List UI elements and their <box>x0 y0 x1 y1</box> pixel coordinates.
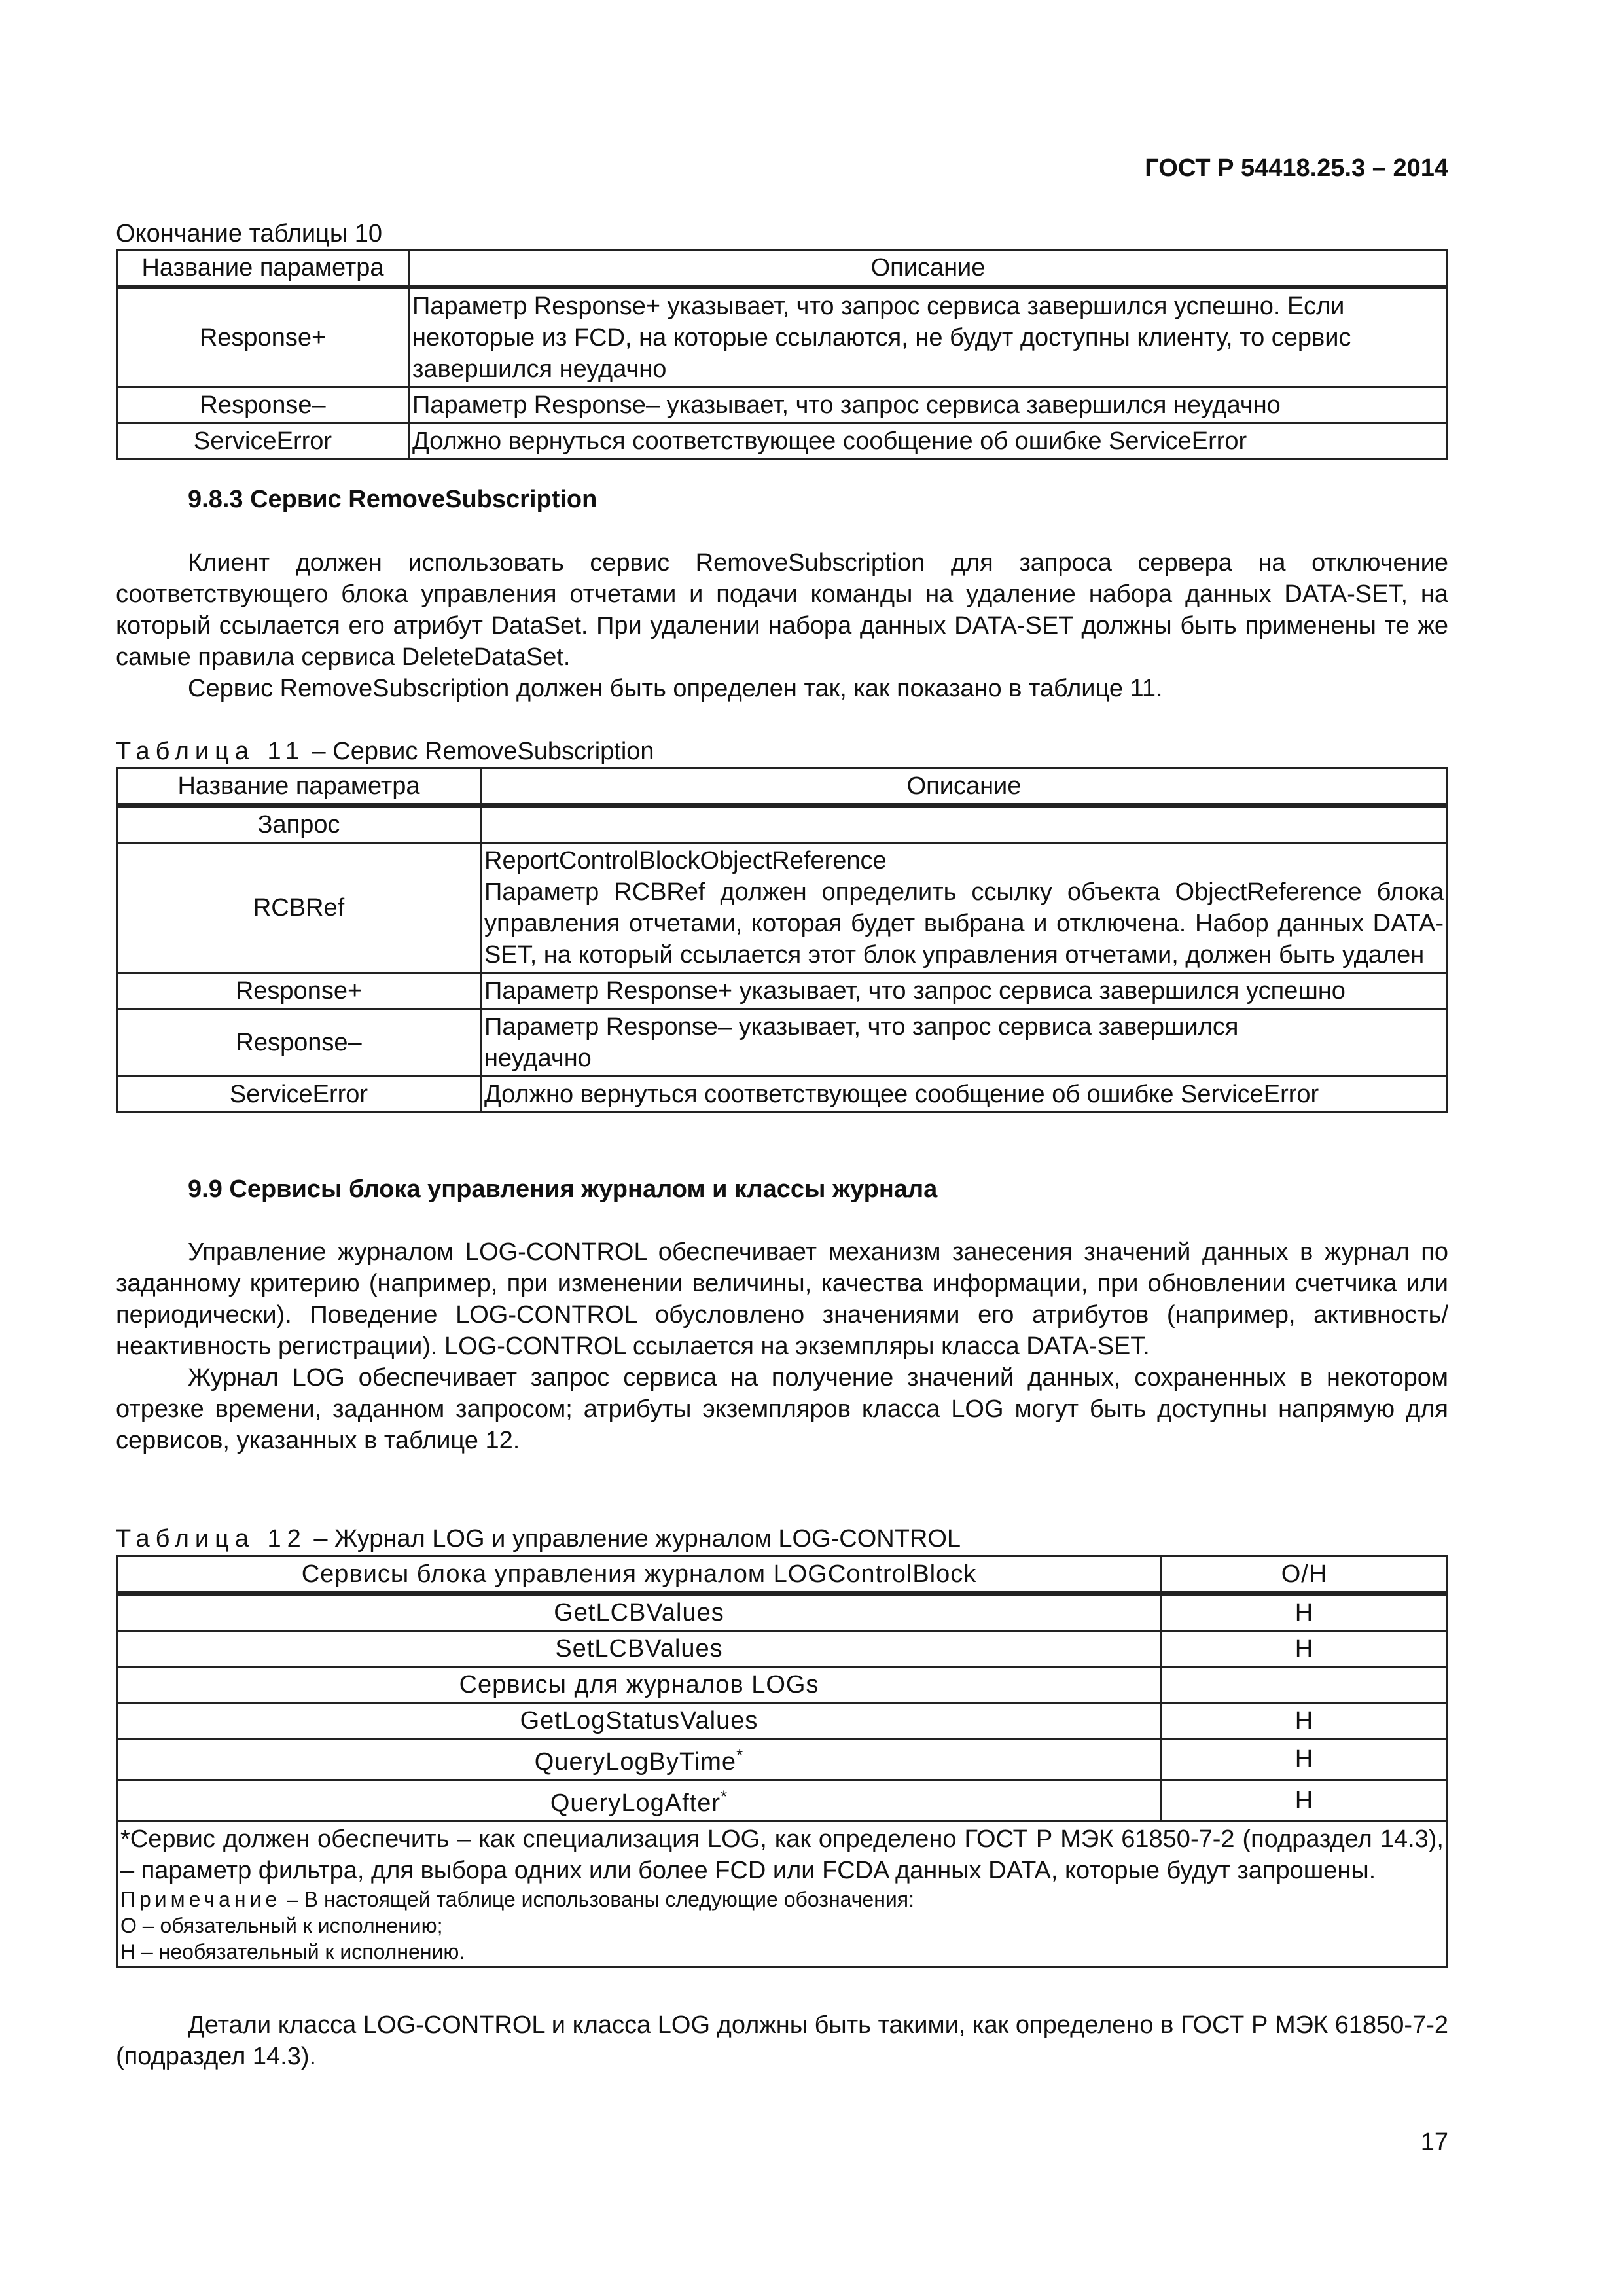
table10-caption: Окончание таблицы 10 <box>116 220 383 247</box>
table10-header-name: Название параметра <box>117 250 409 287</box>
service-requirement: Н <box>1162 1594 1448 1631</box>
closing-text <box>116 2009 1448 2072</box>
table12-caption <box>116 1525 961 1553</box>
table-row <box>117 387 1448 423</box>
service-name: QueryLogByTime <box>534 1748 737 1776</box>
paragraph: Клиент должен использовать сервис RemoveSubscription для запроса сервера на отключение соответствующего блока управления отчетами и подачи команды на удаление набора данных DATA-SET, на который ссылается его атрибут DataSet. При удалении набора данных DATA-SET должны быть применены те же самые правила сервиса DeleteDataSet. <box>116 549 1448 671</box>
table-footnote-row <box>117 1821 1448 1967</box>
table-row <box>117 1667 1448 1703</box>
table-row <box>117 843 1448 973</box>
note-item: Н – необязательный к исполнению. <box>120 1940 465 1964</box>
table11-header-description: Описание <box>481 768 1448 806</box>
param-name: ServiceError <box>117 423 409 459</box>
table-row <box>117 1631 1448 1667</box>
table-row <box>117 1739 1448 1780</box>
service-name: GetLCBValues <box>117 1594 1162 1631</box>
param-description: Должно вернуться соответствующее сообщение об ошибке ServiceError <box>481 1077 1448 1113</box>
service-name-cell <box>117 1780 1162 1821</box>
table-row <box>117 1703 1448 1739</box>
param-description: Должно вернуться соответствующее сообщение об ошибке ServiceError <box>409 423 1448 459</box>
table10-header-description: Описание <box>409 250 1448 287</box>
paragraph: Сервис RemoveSubscription должен быть определен так, как показано в таблице 11. <box>188 675 1163 702</box>
table11-header-name: Название параметра <box>117 768 481 806</box>
table-row <box>117 423 1448 459</box>
service-requirement: Н <box>1162 1780 1448 1821</box>
table-row <box>117 1780 1448 1821</box>
table11-caption-prefix: Таблица 11 <box>116 738 305 765</box>
paragraph: Управление журналом LOG-CONTROL обеспечивает механизм занесения значений данных в журнал по заданному критерию (например, при изменении величины, качества информации, при обновлении счетчика или периодически). Поведение LOG-CONTROL обусловлено значениями его атрибутов (например, активность/неактивность регистрации). LOG-CONTROL ссылается на экземпляры класса DATA-SET. <box>116 1238 1448 1360</box>
param-name: ServiceError <box>117 1077 481 1113</box>
table-row <box>117 1077 1448 1113</box>
service-name: GetLogStatusValues <box>117 1703 1162 1739</box>
paragraph: Детали класса LOG-CONTROL и класса LOG должны быть такими, как определено в ГОСТ Р МЭК 61850-7-2 (подраздел 14.3). <box>116 2011 1448 2070</box>
param-explanation: Параметр RCBRef должен определить ссылку объекта ObjectReference блока управления отчетами, которая будет выбрана и отключена. Набор данных DATA-SET, на который ссылается этот блок управления отчетами, должен быть удален <box>484 878 1444 969</box>
service-group-name: Сервисы для журналов LOGs <box>117 1667 1162 1703</box>
param-description: Параметр Response+ указывает, что запрос сервиса завершился успешно. Если некоторые из FCD, на которые ссылаются, не будут доступны клиенту, то сервис завершился неудачно <box>409 287 1448 387</box>
param-name: Response+ <box>117 973 481 1009</box>
note-item: О – обязательный к исполнению; <box>120 1914 443 1937</box>
document-designation: ГОСТ Р 54418.25.3 – 2014 <box>1145 154 1448 182</box>
param-name: Response– <box>117 387 409 423</box>
table12-header-services: Сервисы блока управления журналом LOGControlBlock <box>117 1556 1162 1594</box>
param-name: Response– <box>117 1009 481 1077</box>
table10-end <box>116 249 1448 460</box>
param-name: Response+ <box>117 287 409 387</box>
param-description: Параметр Response– указывает, что запрос сервиса завершился неудачно <box>481 1009 1448 1077</box>
table12-caption-prefix: Таблица 12 <box>116 1525 307 1552</box>
service-name-cell <box>117 1739 1162 1780</box>
table-footnote: *Сервис должен обеспечить – как специализация LOG, как определено ГОСТ Р МЭК 61850-7-2 (подраздел 14.3), – параметр фильтра, для выбора одних или более FCD или FCDA данных DATA, которые будут запрошены. <box>120 1825 1444 1884</box>
section-9-8-3-text <box>116 547 1448 704</box>
service-requirement <box>1162 1667 1448 1703</box>
table11-caption <box>116 738 654 766</box>
param-description: Параметр Response– указывает, что запрос сервиса завершился неудачно <box>409 387 1448 423</box>
table12 <box>116 1555 1448 1968</box>
param-type: ReportControlBlockObjectReference <box>484 847 887 874</box>
section-heading-9-8-3: 9.8.3 Сервис RemoveSubscription <box>188 486 597 513</box>
footnote-mark: * <box>721 1786 728 1806</box>
note-label: Примечание <box>120 1888 281 1911</box>
section-9-9-text <box>116 1236 1448 1456</box>
service-name: SetLCBValues <box>117 1631 1162 1667</box>
section-heading-9-9: 9.9 Сервисы блока управления журналом и классы журнала <box>188 1175 938 1203</box>
table11 <box>116 767 1448 1113</box>
table-row <box>117 1009 1448 1077</box>
service-requirement: Н <box>1162 1631 1448 1667</box>
note-text: – В настоящей таблице использованы следующие обозначения: <box>281 1888 914 1911</box>
table12-header-requirement: О/Н <box>1162 1556 1448 1594</box>
table-note <box>120 1886 1444 1912</box>
param-description: Параметр Response+ указывает, что запрос сервиса завершился успешно <box>481 973 1448 1009</box>
table12-caption-title: – Журнал LOG и управление журналом LOG-CONTROL <box>306 1525 961 1552</box>
table11-caption-title: – Сервис RemoveSubscription <box>305 738 654 765</box>
table12-footnote-cell <box>117 1821 1448 1967</box>
table-row <box>117 806 1448 843</box>
table-row <box>117 973 1448 1009</box>
param-name: RCBRef <box>117 843 481 973</box>
param-description <box>481 843 1448 973</box>
footnote-mark: * <box>736 1745 744 1765</box>
paragraph: Журнал LOG обеспечивает запрос сервиса на получение значений данных, сохраненных в некотором отрезке времени, заданном запросом; атрибуты экземпляров класса LOG могут быть доступны напрямую для сервисов, указанных в таблице 12. <box>116 1364 1448 1454</box>
service-requirement: Н <box>1162 1703 1448 1739</box>
service-name: QueryLogAfter <box>550 1789 721 1817</box>
page-number: 17 <box>1420 2128 1448 2156</box>
table-row <box>117 1594 1448 1631</box>
service-requirement: Н <box>1162 1739 1448 1780</box>
table-row <box>117 287 1448 387</box>
param-name: Запрос <box>117 806 481 843</box>
param-description <box>481 806 1448 843</box>
